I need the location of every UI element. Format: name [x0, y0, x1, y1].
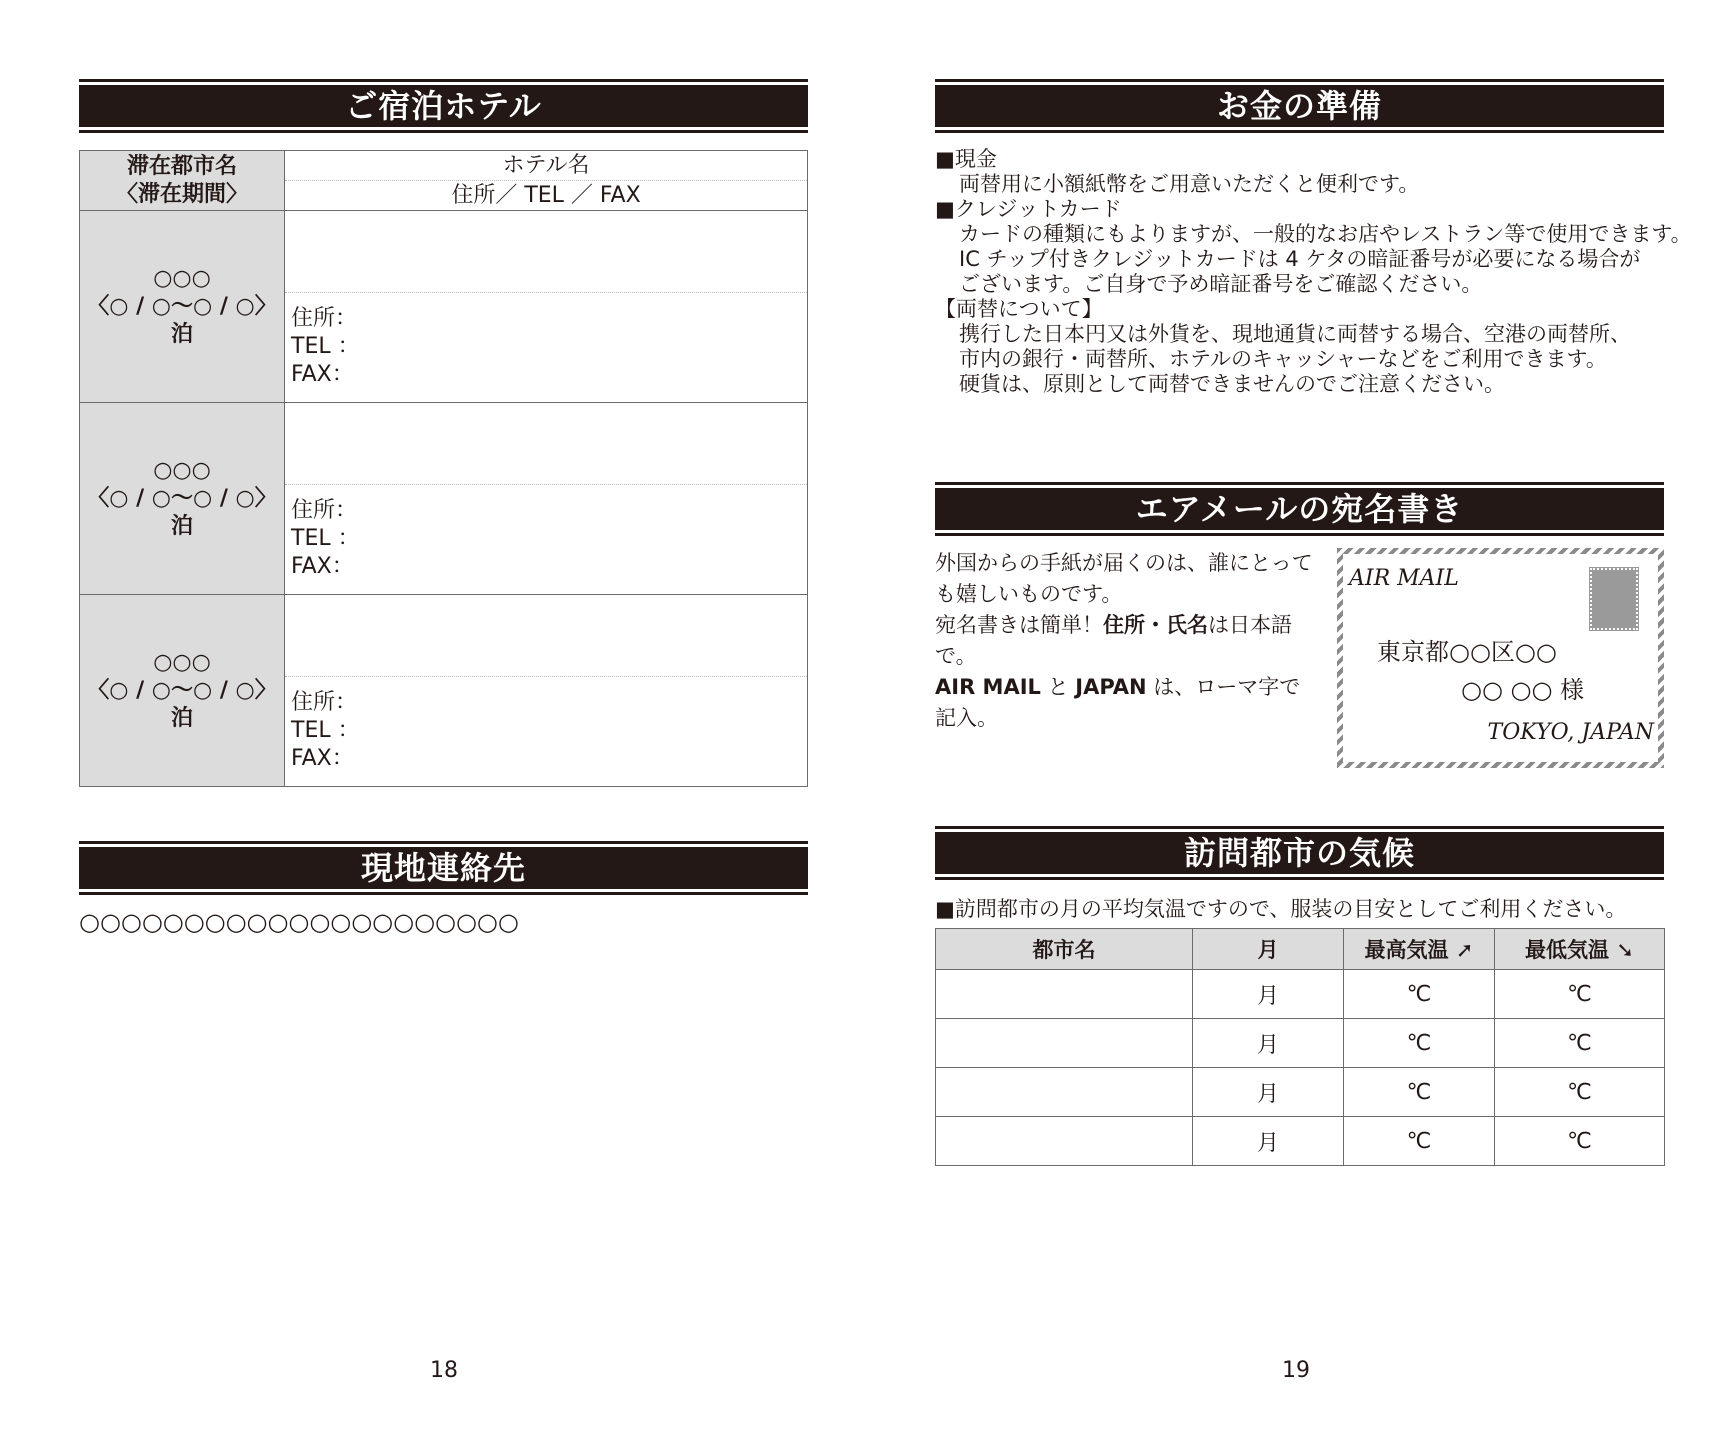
stamp-icon [1590, 568, 1638, 630]
hotel-row-period: 〈○ / ○〜○ / ○〉 [87, 677, 277, 703]
climate-table-header [936, 929, 1665, 970]
header-hotel-cell [285, 151, 808, 211]
money-text-line: 硬貨は、原則として両替できませんのでご注意ください。 [959, 372, 1505, 396]
airmail-envelope-example [1337, 548, 1664, 768]
header-city-label: 滞在都市名 [126, 153, 237, 179]
hotel-address-label: 住所： [291, 498, 358, 523]
money-text-line: カードの種類にもよりますが、一般的なお店やレストラン等で使用できます。 [959, 222, 1692, 246]
hotel-row-nights: 泊 [170, 513, 193, 539]
hotel-row [80, 403, 808, 595]
table-row [936, 1019, 1665, 1068]
hotel-fax-label: FAX： [291, 362, 354, 387]
climate-section-banner [935, 826, 1664, 878]
climate-low-cell[interactable]: ℃ [1495, 970, 1665, 1019]
money-text-line: IC チップ付きクレジットカードは 4 ケタの暗証番号が必要になる場合が [959, 247, 1641, 271]
header-address-line: 住所／ TEL ／ FAX [451, 183, 641, 208]
hotel-section-title: ご宿泊ホテル [79, 85, 808, 127]
climate-month-cell[interactable]: 月 [1193, 970, 1344, 1019]
airmail-text-bold: 住所・氏名 [1103, 613, 1208, 637]
climate-header-month: 月 [1193, 929, 1344, 970]
hotel-row-period: 〈○ / ○〜○ / ○〉 [87, 293, 277, 319]
table-row [936, 970, 1665, 1019]
climate-city-cell[interactable] [936, 1117, 1193, 1166]
airmail-text-line: も嬉しいものです。 [935, 582, 1123, 606]
table-row [936, 1117, 1665, 1166]
climate-header-city: 都市名 [936, 929, 1193, 970]
airmail-text-bold: JAPAN [1075, 675, 1147, 699]
header-period-label: 〈滞在期間〉 [115, 181, 248, 207]
airmail-text-line: 記入。 [935, 706, 998, 730]
climate-high-cell[interactable]: ℃ [1344, 1117, 1495, 1166]
hotel-row-city-cell [80, 403, 285, 595]
hotel-address-label: 住所： [291, 690, 358, 715]
climate-note: ■訪問都市の月の平均気温ですので、服装の目安としてご利用ください。 [935, 897, 1627, 921]
climate-high-cell[interactable]: ℃ [1344, 1019, 1495, 1068]
hotel-row-detail-cell [285, 595, 808, 787]
money-text-line: 両替用に小額紙幣をご用意いただくと便利です。 [959, 172, 1420, 196]
money-section-title: お金の準備 [935, 85, 1664, 127]
climate-header-low: 最低気温 ➘ [1495, 929, 1665, 970]
climate-city-cell[interactable] [936, 1068, 1193, 1117]
envelope-recipient: ○○ ○○ 様 [1461, 676, 1585, 704]
hotel-contact-fields[interactable] [285, 293, 807, 402]
money-text-line: ■クレジットカード [935, 197, 1122, 221]
header-city-cell [80, 151, 285, 211]
hotel-row-city-name: ○○○ [153, 457, 211, 483]
climate-month-cell[interactable]: 月 [1193, 1068, 1344, 1117]
airmail-text-bold: AIR MAIL [935, 675, 1041, 699]
hotel-contact-fields[interactable] [285, 485, 807, 594]
contact-value: ○○○○○○○○○○○○○○○○○○○○○ [79, 908, 519, 936]
money-text-line: ■現金 [935, 147, 997, 171]
right-page [866, 0, 1733, 1434]
hotel-row-detail-cell [285, 211, 808, 403]
climate-table [935, 928, 1665, 1166]
hotel-tel-label: TEL ： [291, 334, 360, 359]
hotel-fax-label: FAX： [291, 746, 354, 771]
page-number-right: 19 [1282, 1358, 1310, 1383]
airmail-instructions [935, 548, 1333, 734]
hotel-tel-label: TEL ： [291, 718, 360, 743]
money-text-line: ございます。ご自身で予め暗証番号をご確認ください。 [959, 272, 1483, 296]
hotel-row [80, 595, 808, 787]
money-text [935, 147, 1692, 397]
hotel-name-field[interactable] [285, 595, 807, 677]
envelope-country: TOKYO, JAPAN [1487, 720, 1654, 745]
airmail-text-span: は、ローマ字で [1146, 675, 1301, 699]
hotel-row-city-cell [80, 211, 285, 403]
climate-header-high: 最高気温 ➚ [1344, 929, 1495, 970]
airmail-text-line [935, 672, 1333, 703]
money-text-line: 【両替について】 [935, 297, 1103, 321]
envelope-address: 東京都○○区○○ [1377, 638, 1557, 666]
hotel-row-city-cell [80, 595, 285, 787]
climate-high-cell[interactable]: ℃ [1344, 970, 1495, 1019]
climate-city-cell[interactable] [936, 1019, 1193, 1068]
airmail-text-span: 宛名書きは簡単！ [935, 613, 1103, 637]
page-number-left: 18 [430, 1358, 458, 1383]
hotel-name-field[interactable] [285, 211, 807, 293]
climate-city-cell[interactable] [936, 970, 1193, 1019]
left-page [0, 0, 866, 1434]
hotel-contact-fields[interactable] [285, 677, 807, 786]
hotel-row-city-name: ○○○ [153, 265, 211, 291]
airmail-text-span: は日本語で。 [935, 613, 1292, 668]
hotel-table [79, 150, 808, 787]
climate-section-title: 訪問都市の気候 [935, 832, 1664, 874]
money-section-banner [935, 79, 1664, 131]
header-hotel-name: ホテル名 [285, 151, 807, 181]
hotel-row-period: 〈○ / ○〜○ / ○〉 [87, 485, 277, 511]
hotel-row-nights: 泊 [170, 321, 193, 347]
money-text-line: 市内の銀行・両替所、ホテルのキャッシャーなどをご利用できます。 [959, 347, 1607, 371]
hotel-row-detail-cell [285, 403, 808, 595]
airmail-text-line: 外国からの手紙が届くのは、誰にとって [935, 551, 1313, 575]
climate-high-cell[interactable]: ℃ [1344, 1068, 1495, 1117]
hotel-name-field[interactable] [285, 403, 807, 485]
hotel-tel-label: TEL ： [291, 526, 360, 551]
airmail-section-banner [935, 482, 1664, 534]
hotel-row [80, 211, 808, 403]
contact-section-banner [79, 841, 808, 893]
airmail-section-title: エアメールの宛名書き [935, 488, 1664, 530]
hotel-section-banner [79, 79, 808, 131]
airmail-text-line [935, 610, 1333, 672]
contact-section-title: 現地連絡先 [79, 847, 808, 889]
table-row [936, 1068, 1665, 1117]
climate-low-cell[interactable]: ℃ [1495, 1068, 1665, 1117]
envelope-air-mail: AIR MAIL [1349, 566, 1459, 591]
hotel-fax-label: FAX： [291, 554, 354, 579]
hotel-row-city-name: ○○○ [153, 649, 211, 675]
money-text-line: 携行した日本円又は外貨を、現地通貨に両替する場合、空港の両替所、 [959, 322, 1631, 346]
hotel-address-label: 住所： [291, 306, 358, 331]
climate-month-cell[interactable]: 月 [1193, 1117, 1344, 1166]
climate-low-cell[interactable]: ℃ [1495, 1117, 1665, 1166]
airmail-text-span: と [1040, 675, 1076, 699]
hotel-row-nights: 泊 [170, 705, 193, 731]
hotel-table-header [80, 151, 808, 211]
climate-low-cell[interactable]: ℃ [1495, 1019, 1665, 1068]
climate-month-cell[interactable]: 月 [1193, 1019, 1344, 1068]
